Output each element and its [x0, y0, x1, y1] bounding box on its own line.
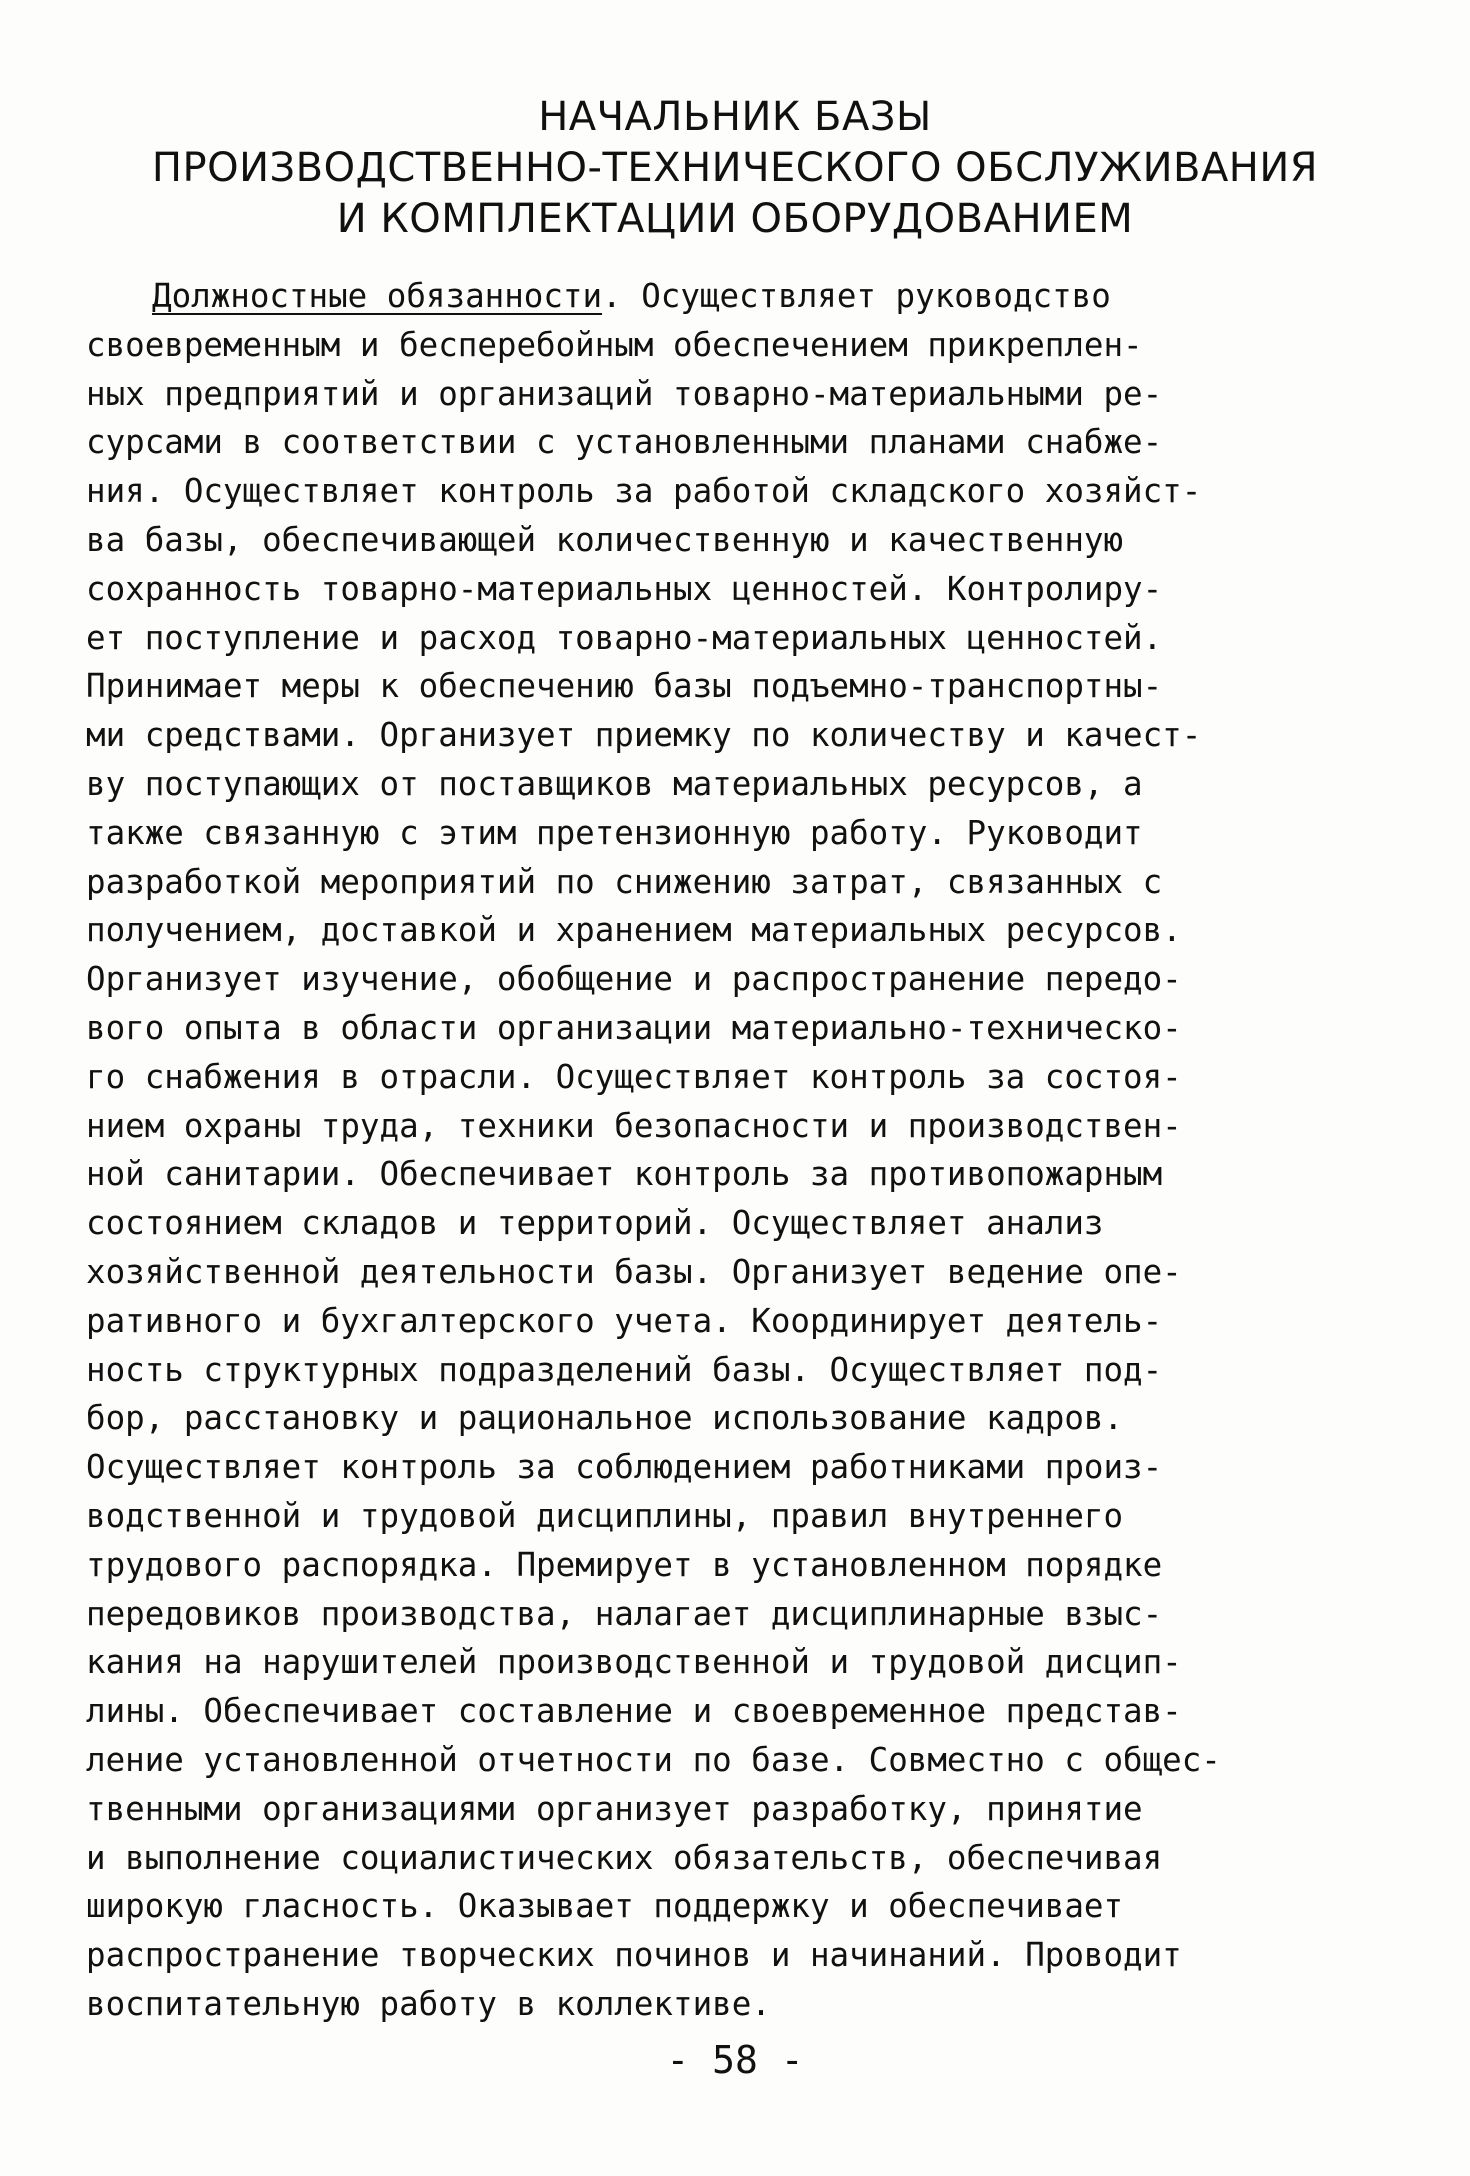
text-line: ление установленной отчетности по базе. Совместно с общес-	[86, 1740, 1221, 1779]
text-line: го снабжения в отрасли. Осуществляет контроль за состоя-	[86, 1057, 1182, 1096]
text-line: ративного и бухгалтерского учета. Координирует деятель-	[86, 1301, 1163, 1340]
text-line: хозяйственной деятельности базы. Организует ведение опе-	[86, 1252, 1182, 1291]
text-line: вого опыта в области организации материально-техническо-	[86, 1008, 1182, 1047]
text-line: ния. Осуществляет контроль за работой складского хозяйст-	[86, 472, 1202, 511]
text-line: передовиков производства, налагает дисциплинарные взыс-	[86, 1594, 1163, 1633]
text-line: нием охраны труда, техники безопасности и производствен-	[86, 1106, 1182, 1145]
text-line: ва базы, обеспечивающей количественную и качественную	[86, 520, 1124, 559]
text-line: распространение творческих починов и начинаний. Проводит	[86, 1936, 1182, 1975]
text-line: и выполнение социалистических обязательств, обеспечивая	[86, 1838, 1163, 1877]
duties-paragraph	[86, 272, 1426, 2029]
text-line: ет поступление и расход товарно-материальных ценностей.	[86, 618, 1163, 657]
document-title	[40, 92, 1430, 245]
text-line: бор, расстановку и рациональное использование кадров.	[86, 1399, 1124, 1438]
text-line: получением, доставкой и хранением материальных ресурсов.	[86, 911, 1182, 950]
text-line: своевременным и бесперебойным обеспечением прикреплен-	[86, 325, 1143, 364]
text-line: состоянием складов и территорий. Осуществляет анализ	[86, 1204, 1104, 1243]
text-line: ми средствами. Организует приемку по количеству и качест-	[86, 716, 1202, 755]
text-line: ву поступающих от поставщиков материальных ресурсов, а	[86, 764, 1143, 803]
text-line: трудового распорядка. Премирует в установленном порядке	[86, 1545, 1163, 1584]
text-line: воспитательную работу в коллективе.	[86, 1984, 771, 2023]
text-line: ность структурных подразделений базы. Осуществляет под-	[86, 1350, 1163, 1389]
text-line: Принимает меры к обеспечению базы подъемно-транспортны-	[86, 667, 1163, 706]
text-line: ной санитарии. Обеспечивает контроль за противопожарным	[86, 1155, 1163, 1194]
paragraph-first-line	[86, 272, 1426, 321]
text-line: широкую гласность. Оказывает поддержку и обеспечивает	[86, 1887, 1124, 1926]
text-line: Осуществляет контроль за соблюдением работниками произ-	[86, 1448, 1163, 1487]
first-line-text: Осуществляет руководство	[621, 277, 1111, 315]
text-line: кания на нарушителей производственной и трудовой дисцип-	[86, 1643, 1182, 1682]
page-number: - 58 -	[666, 2038, 804, 2082]
title-line: НАЧАЛЬНИК БАЗЫ	[538, 94, 932, 140]
title-line: И КОМПЛЕКТАЦИИ ОБОРУДОВАНИЕМ	[336, 196, 1134, 242]
title-line: ПРОИЗВОДСТВЕННО-ТЕХНИЧЕСКОГО ОБСЛУЖИВАНИЯ	[151, 145, 1319, 191]
text-line: твенными организациями организует разработку, принятие	[86, 1789, 1143, 1828]
text-line: разработкой мероприятий по снижению затрат, связанных с	[86, 862, 1163, 901]
text-line: ных предприятий и организаций товарно-материальными ре-	[86, 374, 1163, 413]
text-line: также связанную с этим претензионную работу. Руководит	[86, 813, 1143, 852]
text-line: Организует изучение, обобщение и распространение передо-	[86, 960, 1182, 999]
section-heading: Должностные обязанности	[152, 277, 603, 315]
text-line: сохранность товарно-материальных ценностей. Контролиру-	[86, 569, 1163, 608]
text-line: сурсами в соответствии с установленными планами снабже-	[86, 423, 1163, 462]
text-line: водственной и трудовой дисциплины, правил внутреннего	[86, 1496, 1124, 1535]
heading-punctuation: .	[602, 277, 622, 315]
text-line: лины. Обеспечивает составление и своевременное представ-	[86, 1692, 1182, 1731]
